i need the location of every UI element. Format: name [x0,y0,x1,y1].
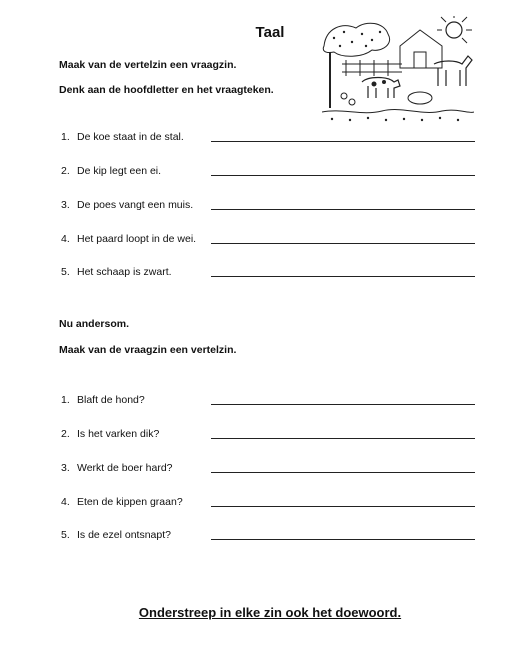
instruction-2: Denk aan de hoofdletter en het vraagteken. [59,84,274,96]
answer-line[interactable] [211,141,475,142]
exercise-row-3 [59,199,479,215]
item-sentence: Het schaap is zwart. [77,266,172,278]
item-number: 4. [61,233,70,245]
exercise-row-9 [59,496,479,512]
item-number: 3. [61,462,70,474]
item-number: 1. [61,131,70,143]
farm-illustration [322,16,474,126]
item-sentence: De kip legt een ei. [77,165,162,177]
answer-line[interactable] [211,404,475,405]
item-sentence: De koe staat in de stal. [77,131,184,143]
exercise-row-1 [59,131,479,147]
exercise-row-4 [59,233,479,249]
item-sentence: Blaft de hond? [77,394,145,406]
item-number: 5. [61,529,70,541]
exercise-row-2 [59,165,479,181]
item-sentence: Is de ezel ontsnapt? [77,529,171,541]
exercise-row-10 [59,529,479,545]
answer-line[interactable] [211,175,475,176]
item-number: 1. [61,394,70,406]
item-sentence: Werkt de boer hard? [77,462,173,474]
item-number: 3. [61,199,70,211]
footer-instruction: Onderstreep in elke zin ook het doewoord. [138,605,402,620]
answer-line[interactable] [211,472,475,473]
item-sentence: De poes vangt een muis. [77,199,194,211]
instruction-4: Maak van de vraagzin een vertelzin. [59,344,237,356]
item-number: 4. [61,496,70,508]
item-sentence: Eten de kippen graan? [77,496,183,508]
answer-line[interactable] [211,506,475,507]
item-sentence: Is het varken dik? [77,428,160,440]
exercise-row-5 [59,266,479,282]
answer-line[interactable] [211,243,475,244]
item-sentence: Het paard loopt in de wei. [77,233,197,245]
worksheet-title: Taal [255,24,285,41]
item-number: 2. [61,165,70,177]
answer-line[interactable] [211,438,475,439]
instruction-3: Nu andersom. [59,318,130,330]
exercise-row-8 [59,462,479,478]
answer-line[interactable] [211,276,475,277]
instruction-1: Maak van de vertelzin een vraagzin. [59,59,237,71]
exercise-row-6 [59,394,479,410]
exercise-row-7 [59,428,479,444]
answer-line[interactable] [211,209,475,210]
item-number: 5. [61,266,70,278]
item-number: 2. [61,428,70,440]
answer-line[interactable] [211,539,475,540]
